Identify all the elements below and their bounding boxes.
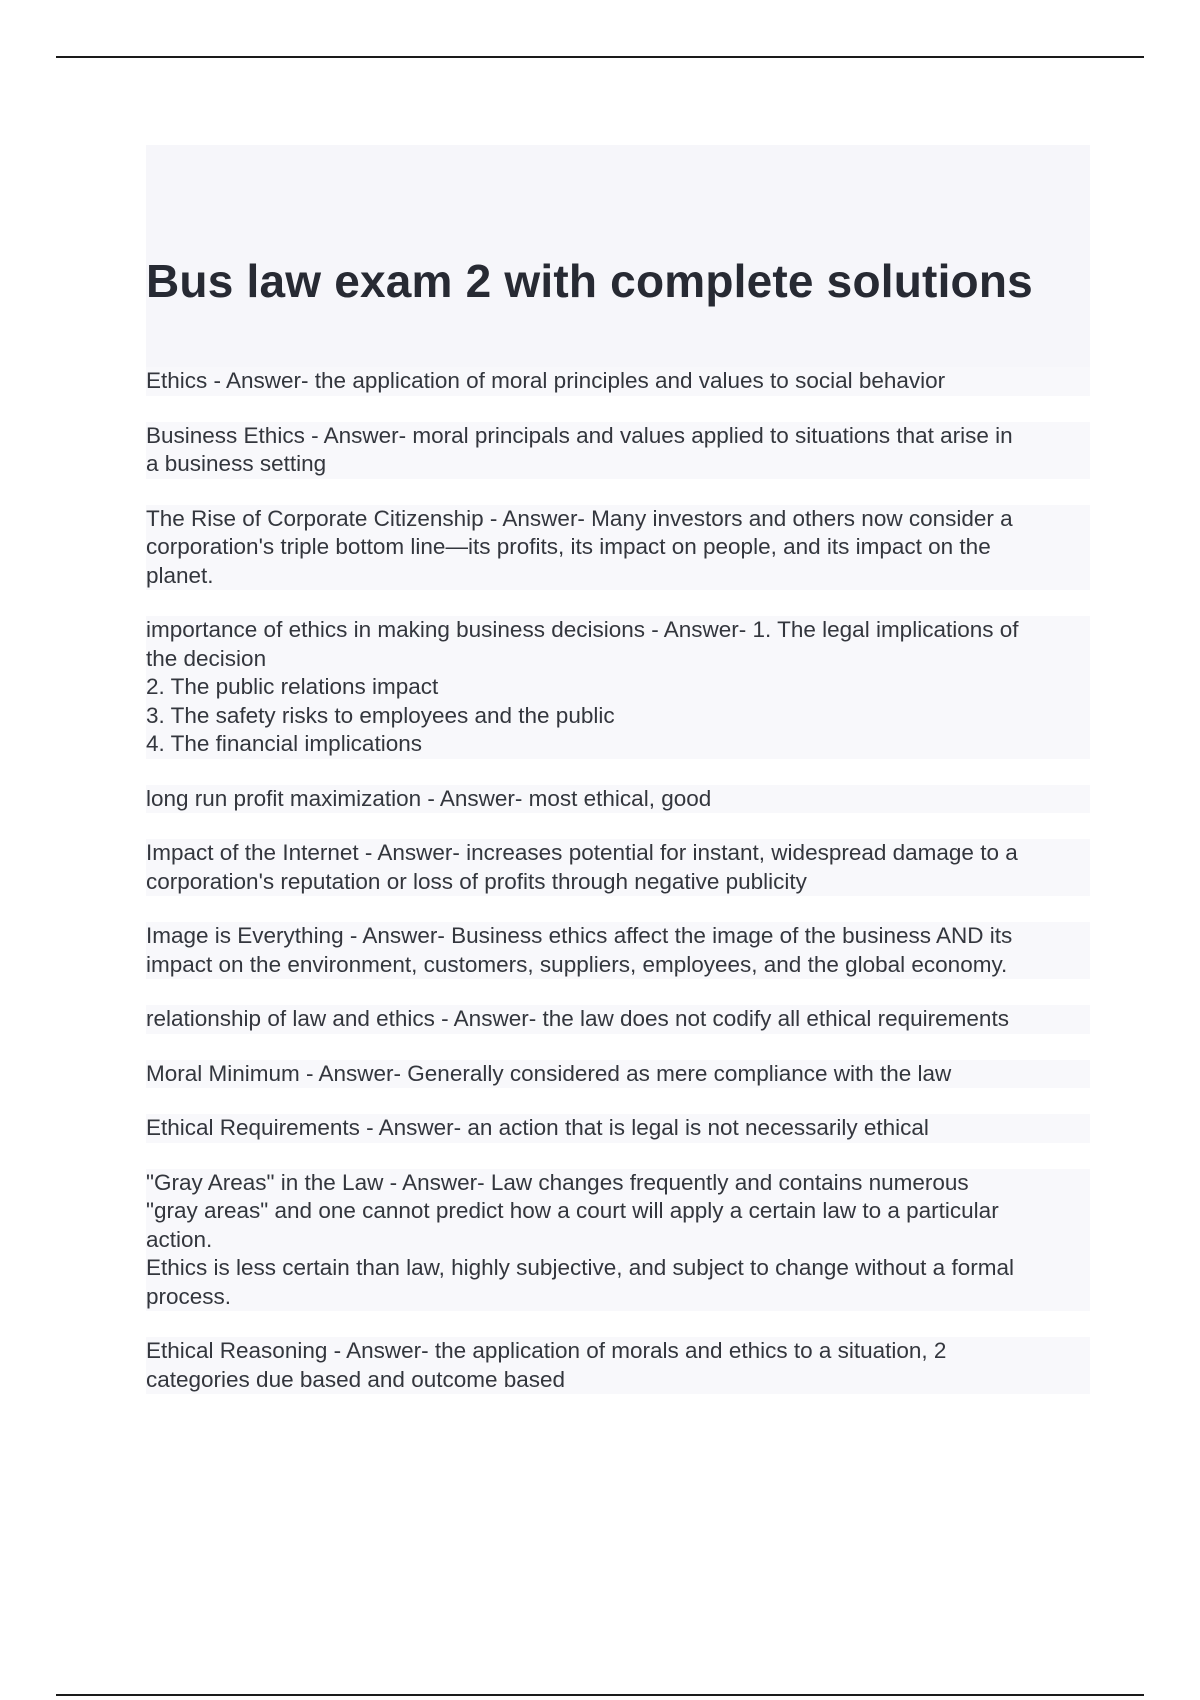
qa-entry-ethical-requirements: [146, 1114, 1090, 1143]
entry-line: corporation's reputation or loss of profits through negative publicity: [146, 868, 807, 894]
qa-entry-importance-of-ethics: [146, 616, 1090, 759]
entry-line: Ethics is less certain than law, highly subjective, and subject to change without a formal: [146, 1255, 1014, 1280]
entry-line: action.: [146, 1226, 213, 1252]
entry-line: impact on the environment, customers, suppliers, employees, and the global economy.: [146, 951, 1008, 977]
top-rule: [56, 56, 1144, 58]
qa-entry-impact-of-internet: [146, 839, 1090, 896]
entry-line: Business Ethics - Answer- moral principals and values applied to situations that arise in: [146, 422, 1013, 448]
qa-entry-long-run-profit: [146, 785, 1090, 814]
qa-entry-law-and-ethics: [146, 1005, 1090, 1034]
entry-line: 3. The safety risks to employees and the public: [146, 702, 615, 728]
qa-list: [146, 367, 1090, 1420]
entry-line: categories due based and outcome based: [146, 1366, 566, 1392]
entry-line: process.: [146, 1283, 232, 1309]
entry-line: relationship of law and ethics - Answer- the law does not codify all ethical requirements: [146, 1006, 1009, 1031]
entry-line: Ethical Requirements - Answer- an action that is legal is not necessarily ethical: [146, 1115, 929, 1140]
entry-line: "Gray Areas" in the Law - Answer- Law changes frequently and contains numerous: [146, 1169, 969, 1195]
entry-line: "gray areas" and one cannot predict how a court will apply a certain law to a particular: [146, 1198, 999, 1223]
qa-entry-business-ethics: [146, 422, 1090, 479]
entry-line: planet.: [146, 562, 214, 588]
entry-line: Image is Everything - Answer- Business ethics affect the image of the business AND its: [146, 923, 1013, 948]
entry-line: corporation's triple bottom line—its profits, its impact on people, and its impact on the: [146, 534, 991, 559]
qa-entry-ethical-reasoning: [146, 1337, 1090, 1394]
qa-entry-ethics: [146, 367, 1090, 396]
qa-entry-image-is-everything: [146, 922, 1090, 979]
qa-entry-corporate-citizenship: [146, 505, 1090, 591]
entry-line: importance of ethics in making business decisions - Answer- 1. The legal implications of: [146, 617, 1019, 642]
qa-entry-gray-areas: [146, 1169, 1090, 1312]
document-title: Bus law exam 2 with complete solutions: [146, 255, 1033, 307]
entry-line: 4. The financial implications: [146, 731, 422, 756]
entry-line: a business setting: [146, 451, 327, 476]
entry-line: Impact of the Internet - Answer- increases potential for instant, widespread damage to a: [146, 840, 1018, 865]
entry-line: 2. The public relations impact: [146, 674, 439, 699]
bottom-rule: [56, 1694, 1144, 1696]
qa-entry-moral-minimum: [146, 1060, 1090, 1089]
entry-line: The Rise of Corporate Citizenship - Answer- Many investors and others now consider a: [146, 505, 1013, 531]
entry-line: Moral Minimum - Answer- Generally considered as mere compliance with the law: [146, 1060, 952, 1086]
entry-line: Ethics - Answer- the application of moral principles and values to social behavior: [146, 368, 946, 393]
entry-line: Ethical Reasoning - Answer- the application of morals and ethics to a situation, 2: [146, 1338, 947, 1363]
entry-line: the decision: [146, 645, 267, 671]
entry-line: long run profit maximization - Answer- most ethical, good: [146, 785, 712, 811]
